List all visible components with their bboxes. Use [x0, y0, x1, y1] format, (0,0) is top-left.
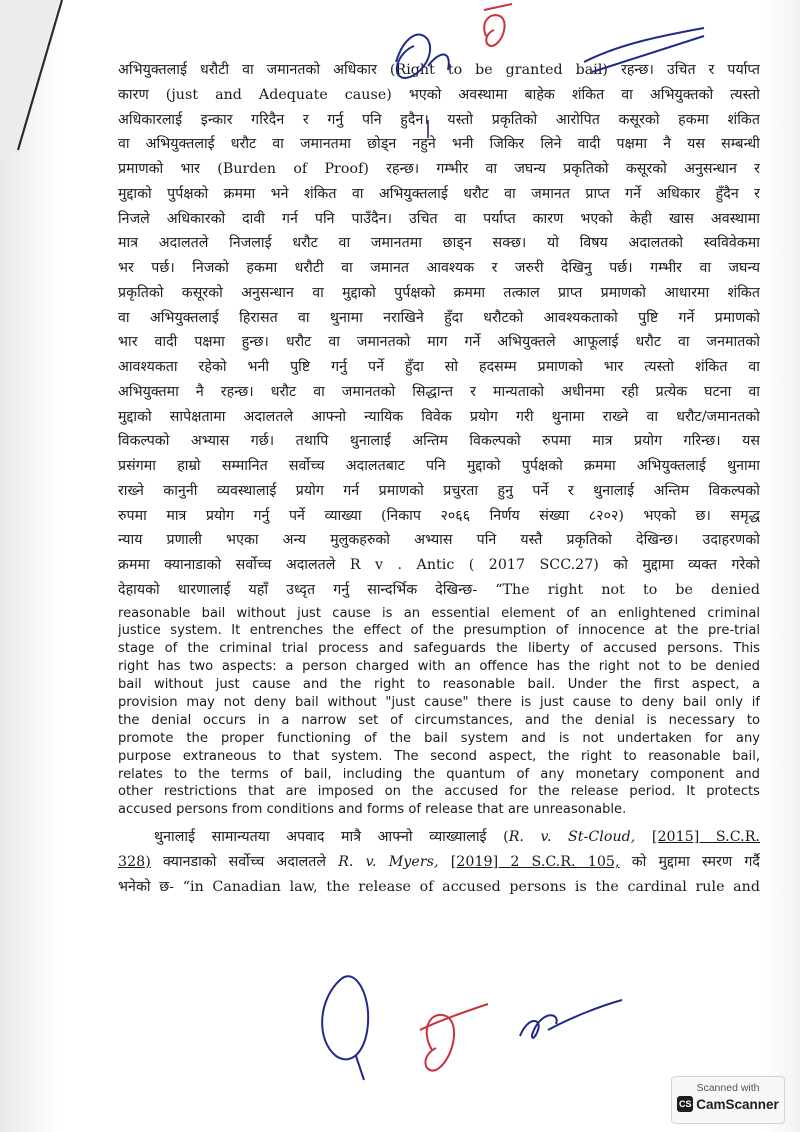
english-line: promote the proper functioning of the bail system and is not undertaken for any [118, 730, 760, 746]
nepali-paragraph [118, 58, 760, 603]
nepali-line: अभियुक्तमा नै रहन्छ। धरौट वा जमानतको सिद्धान्त र मान्यताको अधीनमा रही प्रत्येक घटना वा [118, 383, 760, 400]
nepali-line: मुद्दाको सापेक्षतामा अदालतले आफ्नो न्यायिक विवेक प्रयोग गरी थुनामा राख्ने वा धरौट/जमानतको [118, 408, 760, 425]
english-line: accused persons from conditions and forms of release that are unreasonable. [118, 802, 627, 818]
document-body [118, 58, 760, 899]
nepali-line: प्रमाणको भार (Burden of Proof) रहन्छ। गम्भीर वा जघन्य प्रकृतिको कसूरको अनुसन्धान र [118, 161, 760, 177]
nepali-line: मुद्दाको पुर्पक्षको क्रममा भने शंकित वा अभियुक्तलाई धरौट वा जमानत प्राप्त गर्ने अधिकार हुँदैन र [118, 185, 760, 202]
camscanner-name: CamScanner [696, 1096, 779, 1112]
page-fold-mark [0, 0, 90, 170]
english-line: right has two aspects: a person charged with an offence has the right not to be denied [118, 659, 760, 675]
nepali-line: वा अभियुक्तलाई धरौट वा जमानतमा छोड्न नहुने भनी जिकिर लिने वादी पक्षमा नै यस सम्बन्धी [118, 136, 760, 153]
nepali-line: प्रकृतिको कसूरको अनुसन्धान वा मुद्दाको पुर्पक्षको क्रममा तत्काल प्राप्त प्रमाणको आधारमा शंकित [118, 284, 760, 301]
english-line: provision may not deny bail without "just cause" there is just cause to deny bail only if [118, 694, 760, 710]
english-line: purpose extraneous to that system. The second aspect, the right to reasonable bail, [118, 748, 760, 764]
nepali-line: देहायको धारणालाई यहाँ उध्दृत गर्नु सान्दर्भिक देखिन्छ- “The right not to be denied [118, 581, 760, 598]
camscanner-logo-icon: CS [677, 1096, 693, 1112]
nepali-line: मात्र अदालतले निजलाई धरौट वा जमानतमा छाड्न सक्छ। यो विषय अदालतको स्वविवेकमा [118, 235, 760, 252]
nepali-line: आवश्यकता रहेको भनी पुष्टि गर्नु पर्ने हुँदा सो हदसम्म प्रमाणको भार त्यस्तो शंकित वा [118, 359, 760, 375]
nepali-line: अभियुक्तलाई धरौटी वा जमानतको अधिकार (Right to be granted bail) रहन्छ। उचित र पर्याप्त [118, 62, 760, 78]
tail-line-1: थुनालाई सामान्यतया अपवाद मात्रै आफ्नो व्याख्यालाई (R. v. St-Cloud, [2015] S.C.R. [154, 829, 760, 846]
nepali-line: कारण (just and Adequate cause) भएको अवस्थामा बाहेक शंकित वा अभियुक्तको त्यस्तो [118, 86, 760, 103]
english-line: justice system. It entrenches the effect of the presumption of innocence at the pre-trial [118, 623, 760, 639]
nepali-line: अधिकारलाई इन्कार गरिदैन र गर्नु पनि हुदैन। यस्तो प्रकृतिको आरोपित कसूरको हकमा शंकित [118, 111, 760, 128]
nepali-line: रुपमा मात्र प्रयोग गर्नु पर्ने व्याख्या (निकाप २०६६ निर्णय संख्या ८२०२) भएको छ। समृद्ध [118, 507, 760, 524]
english-line: reasonable bail without just cause is an essential element of an enlightened criminal [118, 605, 760, 621]
english-quote [118, 605, 760, 820]
nepali-line: क्रममा क्यानाडाको सर्वोच्च अदालतले R v . Antic ( 2017 SCC.27) को मुद्दामा व्यक्त गरेको [118, 557, 760, 573]
nepali-line: भार वादी पक्षमा हुन्छ। धरौट वा जमानतको माग गर्ने अभियुक्तले आफूलाई धरौट वा जनमातको [118, 334, 760, 351]
english-line: relates to the terms of bail, including the quantum of any monetary component and [118, 766, 760, 782]
camscanner-badge [671, 1076, 785, 1124]
english-line: stage of the criminal trial process and safeguards the liberty of accused persons. This [118, 641, 760, 657]
nepali-line: राख्ने कानुनी व्यवस्थालाई प्रयोग गर्न प्रमाणको प्रचुरता हुनु पर्ने र थुनालाई अन्तिम विकल्पको [118, 482, 760, 499]
nepali-line: भर पर्छ। निजको हकमा धरौटी वा जमानत आवश्यक र जरुरी देखिनु पर्छ। गम्भीर वा जघन्य [118, 260, 760, 276]
english-line: bail without just cause and the right to reasonable bail. Under the first aspect, a [118, 677, 760, 693]
nepali-line: विकल्पको अभ्यास गर्छ। तथापि थुनालाई अन्तिम विकल्पको रुपमा मात्र प्रयोग गरिन्छ। यस [118, 433, 760, 450]
tail-line-2: 328) क्यानडाको सर्वोच्च अदालतले R. v. Myers, [2019] 2 S.C.R. 105, को मुद्दामा स्मरण गर्दै [118, 853, 760, 870]
tail-line-3: भनेको छ- “in Canadian law, the release of accused persons is the cardinal rule and [118, 878, 760, 895]
nepali-line: वा अभियुक्तलाई हिरासत वा थुनामा नराखिने हुँदा धरौटको आवश्यकताको पुष्टि गर्ने प्रमाणको [118, 309, 760, 326]
camscanner-brand [672, 1096, 784, 1112]
english-line: other restrictions that are imposed on the accused for the release period. It protects [118, 784, 760, 800]
nepali-line: निजले अधिकारको दावी गर्न पनि पाउँदैन। उचित वा पर्याप्त कारण भएको केही खास अवस्थामा [118, 210, 760, 227]
nepali-line: प्रसंगमा हाम्रो सम्मानित सर्वोच्च अदालतबाट पनि मुद्दाको पुर्पक्षको क्रममा अभियुक्तलाई थुनामा [118, 458, 760, 474]
english-line: the denial occurs in a narrow set of circumstances, and the denial is necessary to [118, 712, 760, 728]
nepali-line: न्याय प्रणाली भएका अन्य मुलुकहरुको अभ्यास पनि यस्तै प्रकृतिको देखिन्छ। उदाहरणको [118, 532, 760, 549]
scanned-with-label: Scanned with [696, 1082, 760, 1094]
